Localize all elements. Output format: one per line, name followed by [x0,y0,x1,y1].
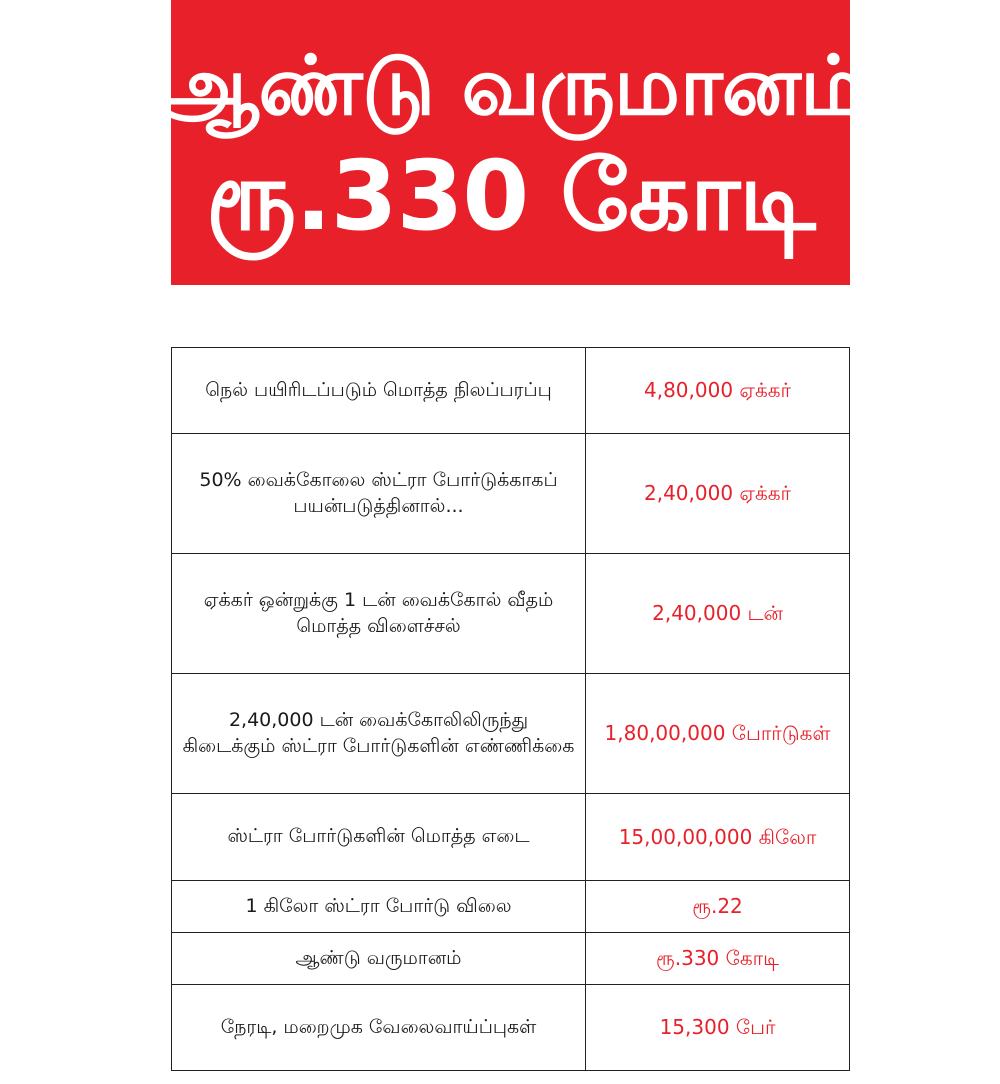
headline-title: ஆண்டு வருமானம் [155,38,866,134]
row-value: 4,80,000 ஏக்கர் [586,348,850,434]
row-value: 15,300 பேர் [586,985,850,1071]
table-row [172,348,850,434]
row-label: ஸ்ட்ரா போர்டுகளின் மொத்த எடை [172,794,586,881]
row-value: ரூ.330 கோடி [586,933,850,985]
table-row [172,985,850,1071]
row-label: 2,40,000 டன் வைக்கோலிலிருந்து கிடைக்கும் ஸ்ட்ரா போர்டுகளின் எண்ணிக்கை [172,674,586,794]
row-label: நெல் பயிரிடப்படும் மொத்த நிலப்பரப்பு [172,348,586,434]
table-row [172,554,850,674]
row-label: 50% வைக்கோலை ஸ்ட்ரா போர்டுக்காகப் பயன்படுத்தினால்... [172,434,586,554]
row-value: 1,80,00,000 போர்டுகள் [586,674,850,794]
row-value: 15,00,00,000 கிலோ [586,794,850,881]
row-label: ஆண்டு வருமானம் [172,933,586,985]
table-row [172,881,850,933]
row-value: 2,40,000 ஏக்கர் [586,434,850,554]
headline-amount: ரூ.330 கோடி [206,139,815,252]
row-label: நேரடி, மறைமுக வேலைவாய்ப்புகள் [172,985,586,1071]
table-row [172,434,850,554]
headline-banner [155,0,866,285]
revenue-calculation-table [171,347,850,1071]
table-row [172,794,850,881]
table-row [172,674,850,794]
table-row [172,933,850,985]
row-label: 1 கிலோ ஸ்ட்ரா போர்டு விலை [172,881,586,933]
row-value: ரூ.22 [586,881,850,933]
row-label: ஏக்கர் ஒன்றுக்கு 1 டன் வைக்கோல் வீதம் மொத்த விளைச்சல் [172,554,586,674]
row-value: 2,40,000 டன் [586,554,850,674]
